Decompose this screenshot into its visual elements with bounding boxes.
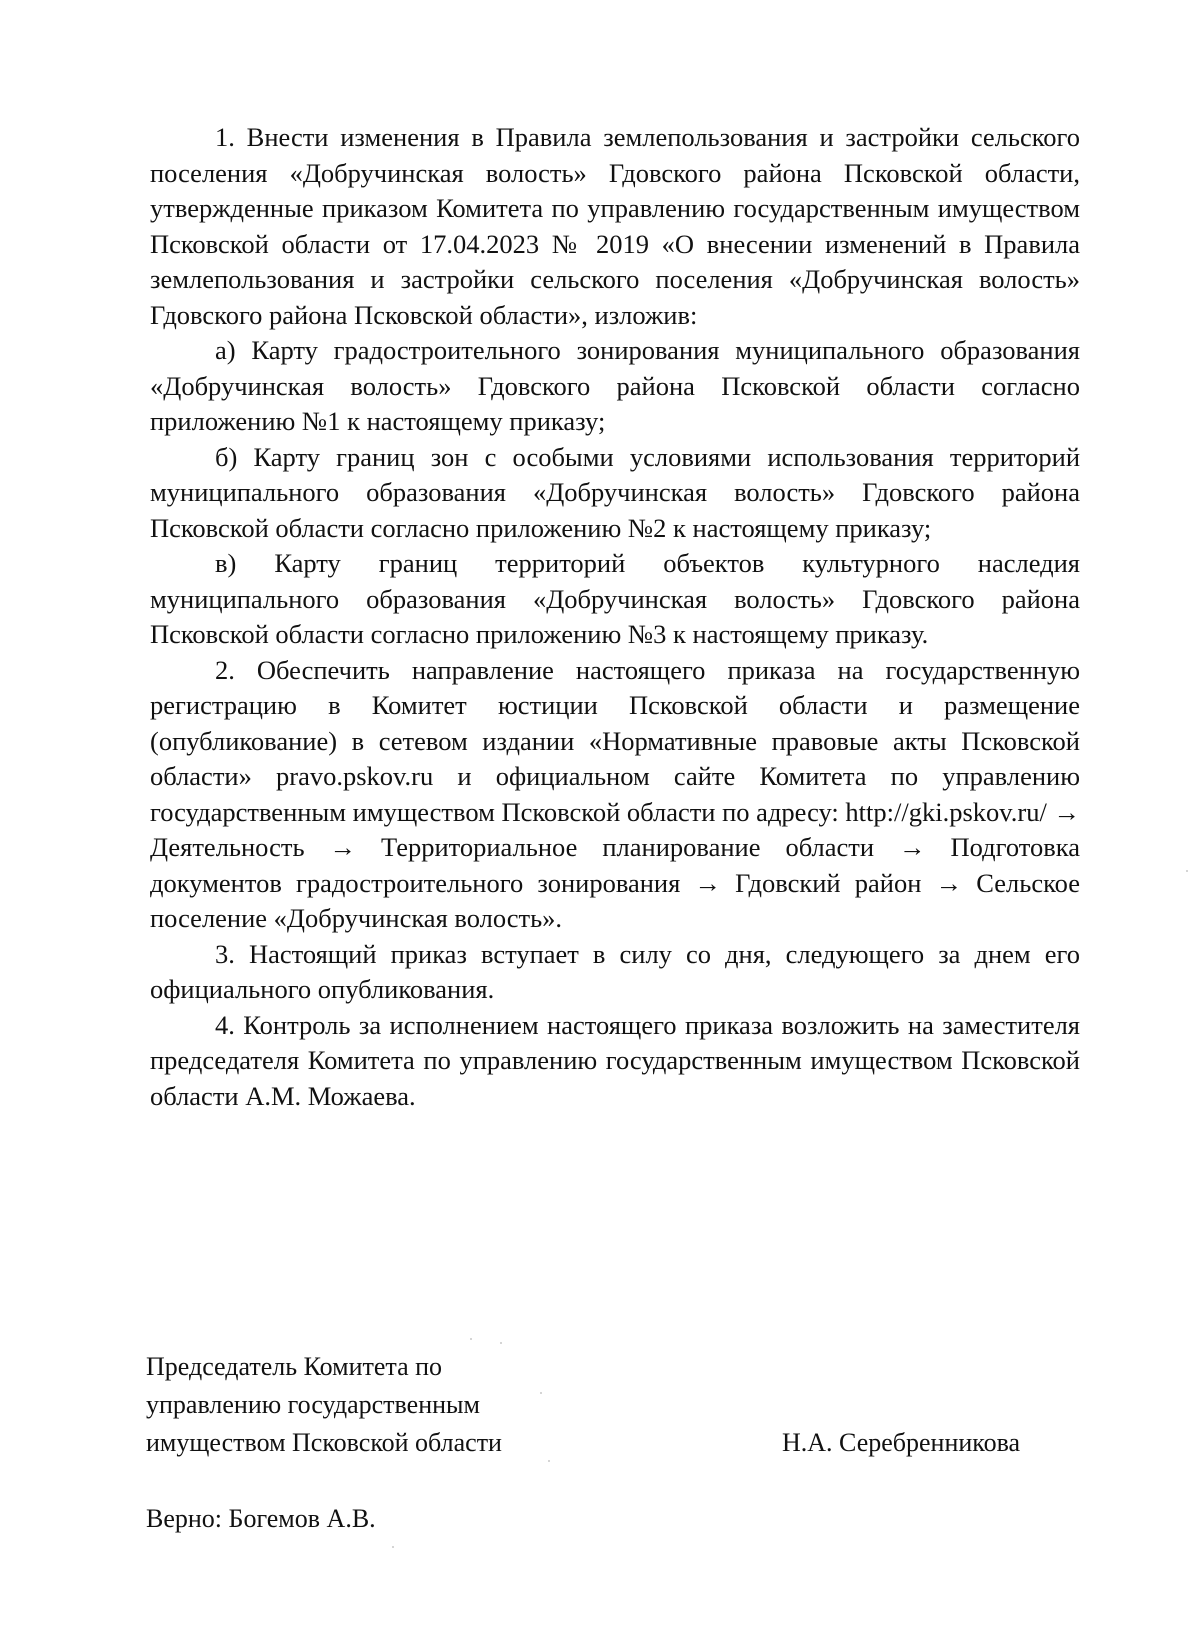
paragraph-2: 2. Обеспечить направление настоящего приказа на государственную регистрацию в Комитет юстиции Псковской области и размещение (опубликование) в сетевом издании «Нормативные правовые акты Псковской области» pravo.pskov.ru и официальном сайте Комитета по управлению государственным имуществом Псковской области по адресу: http://gki.pskov.ru/ → Деятельность → Территориальное планирование области → Подготовка документов градостроительного зонирования → Гдовский район → Сельское поселение «Добручинская волость». xyxy=(150,654,1080,933)
paragraph-1b: б) Карту границ зон с особыми условиями использования территорий муниципального образования «Добручинская волость» Гдовского района Псковской области согласно приложению №2 к настоящему приказу; xyxy=(150,441,1080,543)
scan-artifact xyxy=(470,1338,472,1340)
scan-artifact xyxy=(500,1342,502,1344)
scan-artifact xyxy=(392,1546,394,1548)
paragraph-3: 3. Настоящий приказ вступает в силу со дня, следующего за днем его официального опубликования. xyxy=(150,938,1080,1004)
certified-copy-note: Верно: Богемов А.В. xyxy=(146,1504,376,1533)
signatory-title-line: управлению государственным xyxy=(146,1390,480,1419)
signatory-title-line: Председатель Комитета по xyxy=(146,1352,443,1381)
signatory-name: Н.А. Серебренникова xyxy=(782,1428,1021,1457)
document-body xyxy=(150,120,1080,1114)
signature-block xyxy=(146,1348,1086,1462)
paragraph-1c: в) Карту границ территорий объектов культурного наследия муниципального образования «Добручинская волость» Гдовского района Псковской области согласно приложению №3 к настоящему приказу. xyxy=(150,548,1080,649)
scan-artifact xyxy=(1186,870,1188,872)
paragraph-1: 1. Внести изменения в Правила землепользования и застройки сельского поселения «Добручинская волость» Гдовского района Псковской области, утвержденные приказом Комитета по управлению государственным имуществом Псковской области от 17.04.2023 № 2019 «О внесении изменений в Правила землепользования и застройки сельского поселения «Добручинская волость» Гдовского района Псковской области», изложив: xyxy=(150,122,1080,330)
paragraph-4: 4. Контроль за исполнением настоящего приказа возложить на заместителя председателя Комитета по управлению государственным имуществом Псковской области А.М. Можаева. xyxy=(150,1009,1080,1111)
signatory-title-line: имуществом Псковской области xyxy=(146,1428,502,1457)
scan-artifact xyxy=(540,1392,542,1394)
scan-artifact xyxy=(548,1460,550,1462)
paragraph-1a: а) Карту градостроительного зонирования муниципального образования «Добручинская волость» Гдовского района Псковской области согласно приложению №1 к настоящему приказу; xyxy=(150,335,1080,436)
